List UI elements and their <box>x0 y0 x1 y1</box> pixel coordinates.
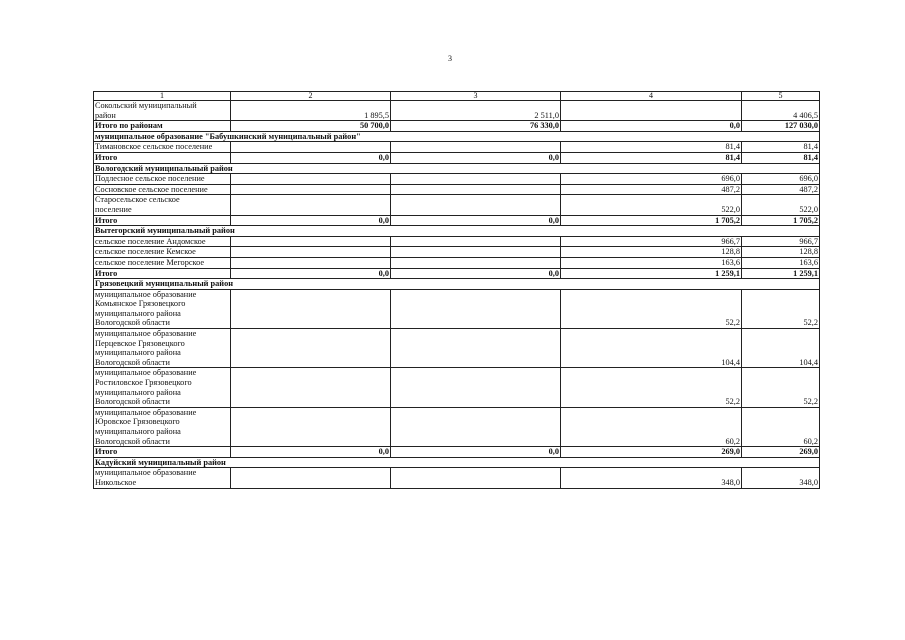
section-heading-row <box>94 279 820 290</box>
table-header-row <box>94 92 820 101</box>
amount-cell-c4: 81,4 <box>561 142 742 153</box>
amount-cell-c5: 696,0 <box>742 174 820 185</box>
page-number: 3 <box>448 54 452 63</box>
amount-cell-c5: 966,7 <box>742 236 820 247</box>
amount-cell-c4: 696,0 <box>561 174 742 185</box>
table-row <box>94 142 820 153</box>
row-label-line: муниципальное образование <box>95 407 197 417</box>
section-heading-row <box>94 163 820 174</box>
row-label <box>94 121 231 132</box>
amount-cell-c4: 104,4 <box>561 329 742 368</box>
section-heading-row <box>94 457 820 468</box>
amount-cell-c3: 0,0 <box>391 447 561 458</box>
row-label-line: муниципального района <box>95 308 181 318</box>
amount-cell-c5: 269,0 <box>742 447 820 458</box>
row-label <box>94 247 231 258</box>
total-row <box>94 215 820 226</box>
total-row <box>94 152 820 163</box>
row-label-line: Итого <box>95 152 118 162</box>
column-header: 4 <box>561 92 742 101</box>
amount-cell-c5: 52,2 <box>742 289 820 328</box>
column-header: 1 <box>94 92 231 101</box>
row-label-line: муниципальное образование <box>95 329 197 339</box>
row-label-line: Вологодской области <box>95 397 170 407</box>
row-label-line: сельское поселение Андомское <box>95 236 206 246</box>
column-header: 5 <box>742 92 820 101</box>
amount-cell-c3 <box>391 257 561 268</box>
amount-cell-c3 <box>391 236 561 247</box>
row-label-line: Итого <box>95 447 118 457</box>
row-label-line: Юровское Грязовецкого <box>95 417 180 427</box>
section-heading <box>94 279 820 290</box>
amount-cell-c3: 0,0 <box>391 215 561 226</box>
row-label-line: район <box>95 110 116 120</box>
budget-table <box>93 91 820 489</box>
table-row <box>94 407 820 446</box>
row-label-line: муниципального района <box>95 387 181 397</box>
amount-cell-c3: 0,0 <box>391 268 561 279</box>
row-label <box>94 101 231 121</box>
amount-cell-c4: 52,2 <box>561 289 742 328</box>
row-label-line: Подлесное сельское поселение <box>95 174 205 184</box>
section-heading-text: Вытегорский муниципальный район <box>95 226 235 236</box>
amount-cell-c2 <box>231 142 391 153</box>
table-row <box>94 247 820 258</box>
amount-cell-c4: 52,2 <box>561 368 742 407</box>
row-label <box>94 368 231 407</box>
amount-cell-c3 <box>391 468 561 488</box>
row-label-line: сельское поселение Мегорское <box>95 257 205 267</box>
amount-cell-c2 <box>231 184 391 195</box>
row-label-line: Перцевское Грязовецкого <box>95 338 185 348</box>
total-row <box>94 121 820 132</box>
amount-cell-c3 <box>391 142 561 153</box>
row-label <box>94 468 231 488</box>
amount-cell-c2 <box>231 195 391 215</box>
amount-cell-c5: 487,2 <box>742 184 820 195</box>
amount-cell-c2 <box>231 289 391 328</box>
table-row <box>94 184 820 195</box>
amount-cell-c3: 0,0 <box>391 152 561 163</box>
section-heading <box>94 457 820 468</box>
section-heading-row <box>94 226 820 237</box>
row-label-line: муниципальное образование <box>95 289 197 299</box>
amount-cell-c2 <box>231 468 391 488</box>
amount-cell-c5: 128,8 <box>742 247 820 258</box>
amount-cell-c4: 60,2 <box>561 407 742 446</box>
table-row <box>94 101 820 121</box>
row-label <box>94 152 231 163</box>
row-label <box>94 215 231 226</box>
amount-cell-c5: 163,6 <box>742 257 820 268</box>
amount-cell-c4: 269,0 <box>561 447 742 458</box>
row-label-line: Вологодской области <box>95 318 170 328</box>
table-row <box>94 257 820 268</box>
amount-cell-c3 <box>391 289 561 328</box>
row-label-line: Итого <box>95 215 118 225</box>
section-heading-text: Грязовецкий муниципальный район <box>95 279 233 289</box>
row-label <box>94 142 231 153</box>
amount-cell-c5: 1 705,2 <box>742 215 820 226</box>
amount-cell-c2: 50 700,0 <box>231 121 391 132</box>
amount-cell-c2: 0,0 <box>231 215 391 226</box>
amount-cell-c4: 487,2 <box>561 184 742 195</box>
row-label <box>94 329 231 368</box>
amount-cell-c5: 348,0 <box>742 468 820 488</box>
row-label-line: Итого <box>95 268 118 278</box>
row-label-line: муниципального района <box>95 427 181 436</box>
amount-cell-c5: 60,2 <box>742 407 820 446</box>
table-row <box>94 195 820 215</box>
amount-cell-c4: 0,0 <box>561 121 742 132</box>
amount-cell-c3 <box>391 184 561 195</box>
row-label-line: муниципального района <box>95 348 181 358</box>
amount-cell-c3: 76 330,0 <box>391 121 561 132</box>
amount-cell-c2 <box>231 329 391 368</box>
amount-cell-c5: 127 030,0 <box>742 121 820 132</box>
section-heading-text: Вологодский муниципальный район <box>95 163 233 173</box>
row-label-line: Вологодской области <box>95 357 170 367</box>
row-label <box>94 257 231 268</box>
amount-cell-c2: 0,0 <box>231 152 391 163</box>
amount-cell-c4 <box>561 101 742 121</box>
row-label-line: Старосельское сельское <box>95 195 180 205</box>
row-label-line: Вологодской области <box>95 436 170 446</box>
amount-cell-c3 <box>391 195 561 215</box>
table-row <box>94 468 820 488</box>
amount-cell-c5: 1 259,1 <box>742 268 820 279</box>
amount-cell-c3: 2 511,0 <box>391 101 561 121</box>
section-heading <box>94 226 820 237</box>
row-label <box>94 236 231 247</box>
amount-cell-c5: 52,2 <box>742 368 820 407</box>
amount-cell-c2: 0,0 <box>231 447 391 458</box>
row-label-line: Тимановское сельское поселение <box>95 142 213 152</box>
amount-cell-c2: 0,0 <box>231 268 391 279</box>
row-label-line: Сосновское сельское поселение <box>95 184 208 194</box>
amount-cell-c3 <box>391 368 561 407</box>
table-row <box>94 236 820 247</box>
row-label-line: Ростиловское Грязовецкого <box>95 378 192 388</box>
row-label-line: Итого по районам <box>95 121 163 131</box>
table-row <box>94 289 820 328</box>
section-heading-text: муниципальное образование "Бабушкинский муниципальный район" <box>95 131 361 141</box>
amount-cell-c2 <box>231 368 391 407</box>
row-label <box>94 174 231 185</box>
table-row <box>94 174 820 185</box>
amount-cell-c5: 522,0 <box>742 195 820 215</box>
amount-cell-c3 <box>391 407 561 446</box>
row-label-line: Никольское <box>95 477 137 487</box>
amount-cell-c2 <box>231 247 391 258</box>
row-label <box>94 268 231 279</box>
row-label-line: муниципальное образование <box>95 468 197 478</box>
amount-cell-c4: 522,0 <box>561 195 742 215</box>
row-label <box>94 407 231 446</box>
amount-cell-c2 <box>231 236 391 247</box>
column-header: 2 <box>231 92 391 101</box>
amount-cell-c4: 81,4 <box>561 152 742 163</box>
row-label-line: Комьянское Грязовецкого <box>95 299 186 309</box>
amount-cell-c3 <box>391 174 561 185</box>
amount-cell-c5: 104,4 <box>742 329 820 368</box>
amount-cell-c5: 81,4 <box>742 142 820 153</box>
amount-cell-c2 <box>231 407 391 446</box>
table-row <box>94 368 820 407</box>
amount-cell-c2: 1 895,5 <box>231 101 391 121</box>
row-label <box>94 184 231 195</box>
row-label <box>94 195 231 215</box>
section-heading <box>94 131 820 142</box>
total-row <box>94 268 820 279</box>
row-label-line: поселение <box>95 204 132 214</box>
amount-cell-c4: 966,7 <box>561 236 742 247</box>
section-heading-text: Кадуйский муниципальный район <box>95 457 226 467</box>
amount-cell-c3 <box>391 247 561 258</box>
total-row <box>94 447 820 458</box>
amount-cell-c4: 1 705,2 <box>561 215 742 226</box>
amount-cell-c2 <box>231 174 391 185</box>
amount-cell-c5: 81,4 <box>742 152 820 163</box>
amount-cell-c5: 4 406,5 <box>742 101 820 121</box>
amount-cell-c3 <box>391 329 561 368</box>
row-label-line: Сокольский муниципальный <box>95 101 197 110</box>
row-label <box>94 447 231 458</box>
row-label-line: сельское поселение Кемское <box>95 247 196 257</box>
amount-cell-c2 <box>231 257 391 268</box>
amount-cell-c4: 163,6 <box>561 257 742 268</box>
row-label <box>94 289 231 328</box>
amount-cell-c4: 1 259,1 <box>561 268 742 279</box>
section-heading-row <box>94 131 820 142</box>
section-heading <box>94 163 820 174</box>
table-row <box>94 329 820 368</box>
amount-cell-c4: 128,8 <box>561 247 742 258</box>
amount-cell-c4: 348,0 <box>561 468 742 488</box>
row-label-line: муниципальное образование <box>95 368 197 378</box>
column-header: 3 <box>391 92 561 101</box>
